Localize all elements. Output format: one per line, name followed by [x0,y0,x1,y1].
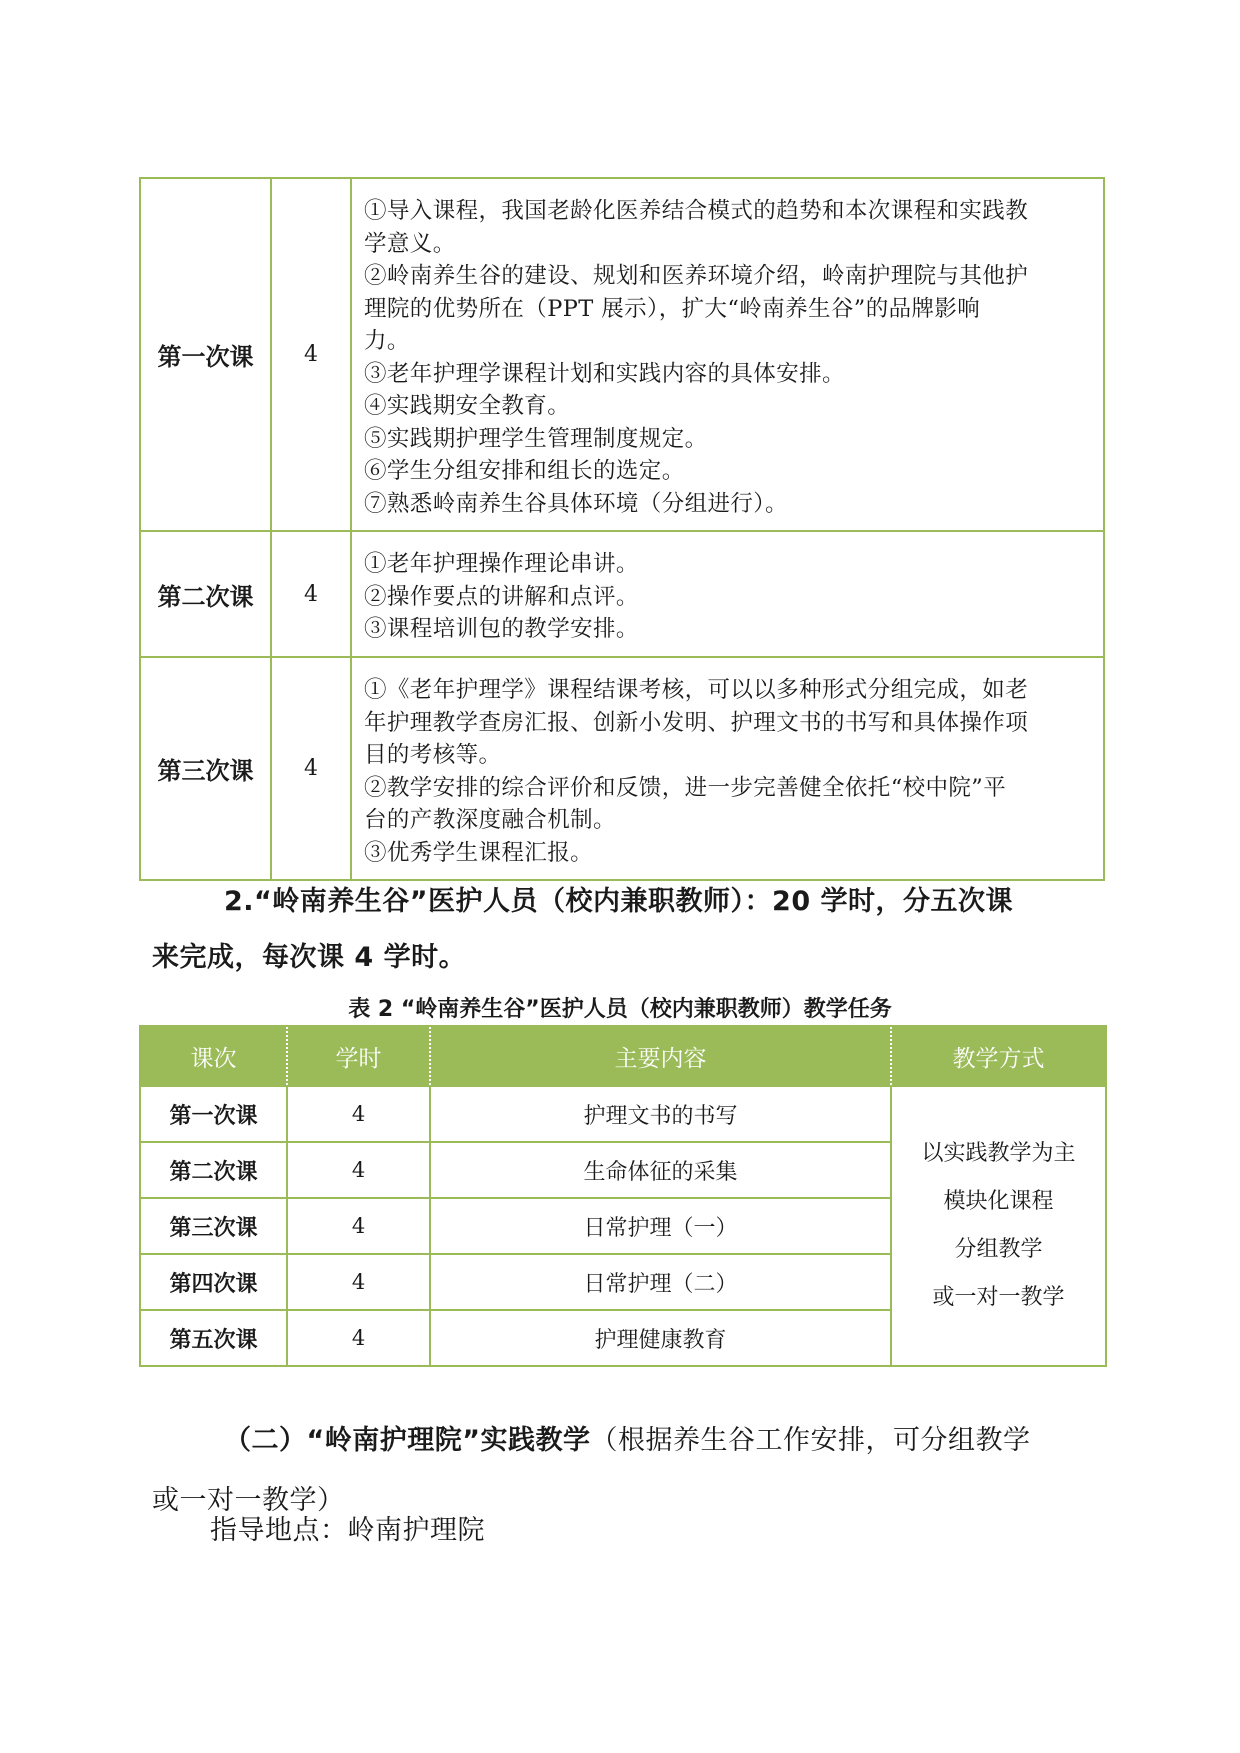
lesson-name: 第一次课 [140,178,271,531]
table-header-row [140,1026,1106,1086]
lesson-content: 护理文书的书写 [430,1086,891,1142]
lesson-content: 生命体征的采集 [430,1142,891,1198]
content-line: ③老年护理学课程计划和实践内容的具体安排。 [364,360,845,387]
lesson-content [351,531,1104,657]
content-line: ①导入课程，我国老龄化医养结合模式的趋势和本次课程和实践教 [364,198,1029,224]
lesson-name: 第二次课 [140,531,271,657]
content-line: ③优秀学生课程汇报。 [364,839,594,866]
course-schedule-table-2 [139,1025,1107,1367]
column-header-content: 主要内容 [430,1026,891,1086]
lesson-content: 护理健康教育 [430,1310,891,1366]
lesson-content: 日常护理（二） [430,1254,891,1310]
lesson-content [351,657,1104,880]
method-line: 以实践教学为主 [921,1141,1076,1166]
section-note: （根据养生谷工作安排，可分组教学 [590,1425,1031,1456]
content-line: ⑥学生分组安排和组长的选定。 [364,458,685,484]
content-line: 目的考核等。 [364,742,502,768]
section-title: （二）“岭南护理院”实践教学 [224,1425,591,1456]
column-header-method: 教学方式 [891,1026,1106,1086]
table-row [140,531,1104,657]
lesson-hours: 4 [287,1310,430,1366]
method-line: 分组教学 [954,1237,1043,1262]
lesson-hours: 4 [287,1198,430,1254]
teaching-location: 指导地点：岭南护理院 [210,1515,485,1546]
paragraph-staff-hours [152,874,1092,986]
content-line: ①老年护理操作理论串讲。 [364,551,639,578]
method-line: 模块化课程 [943,1189,1054,1214]
lesson-hours: 4 [271,531,351,657]
content-line: 学意义。 [364,230,456,257]
section-note-continued: 或一对一教学） [152,1485,345,1516]
content-line: ①《老年护理学》课程结课考核，可以以多种形式分组完成，如老 [364,677,1029,703]
lesson-hours: 4 [271,178,351,531]
content-line: ②岭南养生谷的建设、规划和医养环境介绍，岭南护理院与其他护 [364,263,1029,289]
lesson-name: 第五次课 [140,1310,287,1366]
content-line: ⑦熟悉岭南养生谷具体环境（分组进行）。 [364,490,788,517]
teaching-method [891,1086,1106,1366]
section-heading-line [152,1411,1092,1471]
table-caption: 表 2 “岭南养生谷”医护人员（校内兼职教师）教学任务 [348,997,892,1022]
content-line: 理院的优势所在（PPT 展示），扩大“岭南养生谷”的品牌影响 [364,295,981,322]
content-line: ②操作要点的讲解和点评。 [364,583,639,610]
content-line: ③课程培训包的教学安排。 [364,616,639,643]
table-row [140,657,1104,880]
lesson-name: 第二次课 [140,1142,287,1198]
content-line: ②教学安排的综合评价和反馈，进一步完善健全依托“校中院”平 [364,774,1007,801]
content-line: 年护理教学查房汇报、创新小发明、护理文书的书写和具体操作项 [364,709,1029,736]
paragraph-line: 来完成，每次课 4 学时。 [152,942,467,973]
content-line: ⑤实践期护理学生管理制度规定。 [364,425,708,452]
lesson-hours: 4 [287,1142,430,1198]
paragraph-line: 2.“岭南养生谷”医护人员（校内兼职教师）：20 学时，分五次课 [224,886,1014,917]
course-schedule-table-1 [139,177,1105,881]
lesson-hours: 4 [271,657,351,880]
column-header-lesson: 课次 [140,1026,287,1086]
content-line: 台的产教深度融合机制。 [364,807,616,833]
method-line: 或一对一教学 [932,1285,1065,1310]
lesson-name: 第三次课 [140,1198,287,1254]
content-line: 力。 [364,328,410,354]
content-line: ④实践期安全教育。 [364,393,571,419]
table-row [140,1086,1106,1142]
lesson-name: 第一次课 [140,1086,287,1142]
lesson-hours: 4 [287,1086,430,1142]
lesson-name: 第四次课 [140,1254,287,1310]
lesson-hours: 4 [287,1254,430,1310]
lesson-content: 日常护理（一） [430,1198,891,1254]
column-header-hours: 学时 [287,1026,430,1086]
lesson-name: 第三次课 [140,657,271,880]
table-row [140,178,1104,531]
lesson-content [351,178,1104,531]
